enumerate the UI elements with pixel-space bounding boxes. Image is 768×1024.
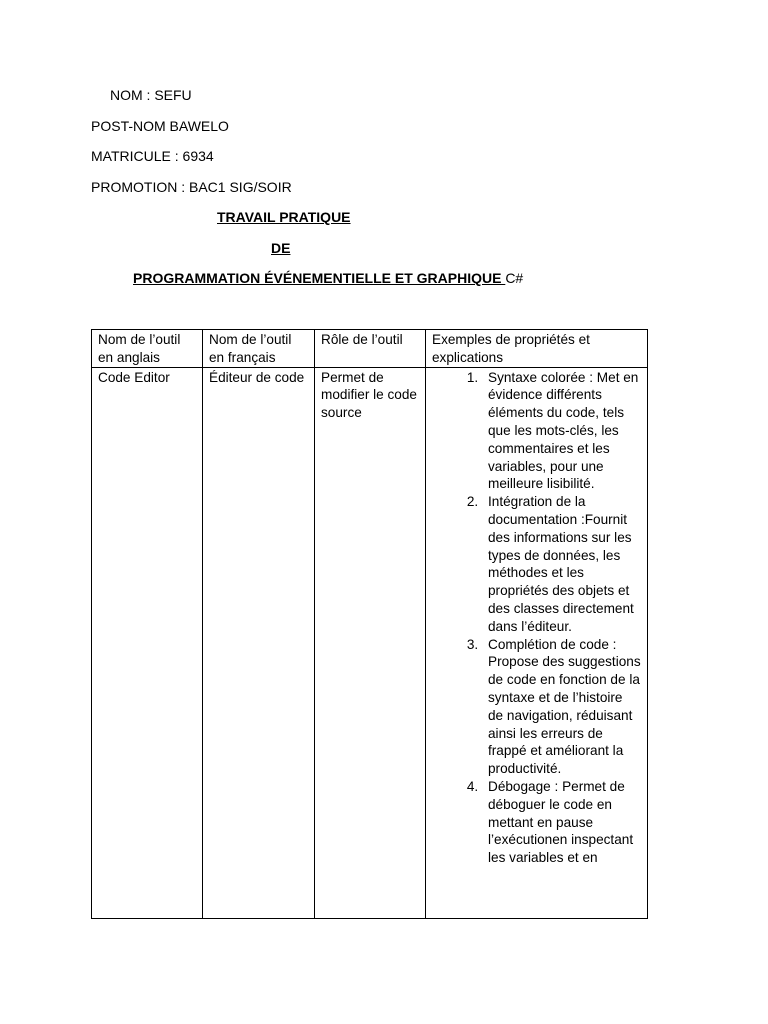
cell-english-name: Code Editor [92, 367, 203, 918]
header-english-name: Nom de l’outil en anglais [92, 330, 203, 368]
cell-french-name: Éditeur de code [203, 367, 315, 918]
title-de: DE [271, 240, 291, 256]
example-item-syntax: 1. Syntaxe colorée : Met en évidence différents éléments du code, tels que les mots-clés, les commentaires et les variables, pour une meilleure lisibilité. [482, 369, 641, 494]
example-item-debugging: 4. Débogage : Permet de déboguer le code en mettant en pause l’exécutionen inspectant les variables et en [482, 778, 641, 867]
matricule-line: MATRICULE : 6934 [91, 148, 214, 164]
header-role: Rôle de l’outil [315, 330, 426, 368]
examples-list [432, 369, 641, 867]
header-french-name: Nom de l’outil en français [203, 330, 315, 368]
title-subject [133, 269, 523, 287]
title-subject-main: PROGRAMMATION ÉVÉNEMENTIELLE ET GRAPHIQUE [133, 270, 506, 286]
example-item-completion: 3. Complétion de code : Propose des suggestions de code en fonction de la syntaxe et de l’histoire de navigation, réduisant ainsi les erreurs de frappé et améliorant la productivité. [482, 636, 641, 778]
title-travail-pratique: TRAVAIL PRATIQUE [217, 209, 351, 225]
nom-line: NOM : SEFU [110, 87, 192, 103]
post-nom-line: POST-NOM BAWELO [91, 118, 229, 134]
cell-role: Permet de modifier le code source [315, 367, 426, 918]
promotion-line: PROMOTION : BAC1 SIG/SOIR [91, 179, 292, 195]
title-subject-suffix: C# [505, 270, 524, 286]
example-item-documentation: 2. Intégration de la documentation :Fournit des informations sur les types de données, les méthodes et les propriétés des objets et des classes directement dans l’éditeur. [482, 493, 641, 635]
table-row [92, 367, 648, 918]
cell-examples [426, 367, 648, 918]
table-header-row [92, 330, 648, 368]
header-examples: Exemples de propriétés et explications [426, 330, 648, 368]
tools-table [91, 329, 648, 919]
